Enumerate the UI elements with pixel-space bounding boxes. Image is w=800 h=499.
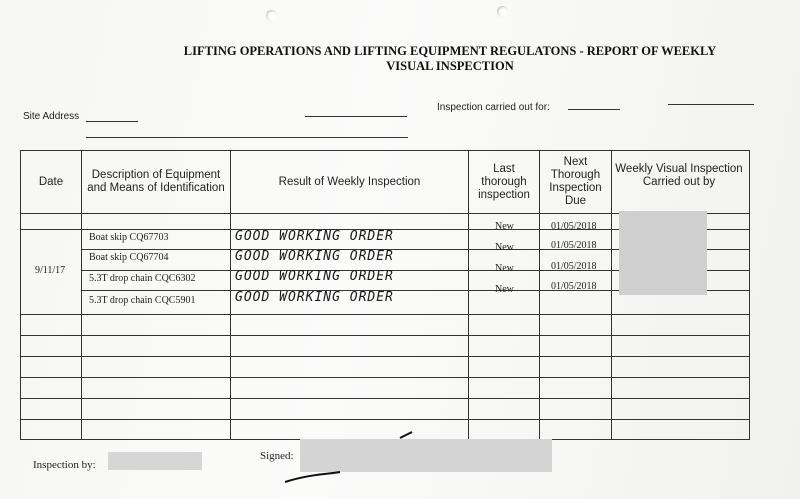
- header-carried-out-by: Weekly Visual Inspection Carried out by: [615, 163, 743, 188]
- row-divider: [21, 398, 749, 399]
- row-2-last: New: [495, 242, 514, 253]
- header-result: Result of Weekly Inspection: [278, 175, 421, 188]
- inspection-for-label: Inspection carried out for:: [437, 102, 550, 113]
- row-2-next: 01/05/2018: [551, 240, 597, 251]
- row-3-next: 01/05/2018: [551, 261, 597, 272]
- header-description: Description of Equipment and Means of Identification: [87, 169, 225, 194]
- row-2-description: Boat skip CQ67704: [89, 252, 169, 263]
- redacted-inspector-name: [619, 211, 707, 295]
- header-next-inspection: Next Thorough Inspection Due: [549, 156, 602, 207]
- site-address-line-1[interactable]: [86, 121, 138, 122]
- punch-hole-left: [266, 10, 277, 21]
- row-4-description: 5.3T drop chain CQC5901: [89, 295, 196, 306]
- row-3-last: New: [495, 263, 514, 274]
- inspection-for-line-2[interactable]: [668, 104, 754, 105]
- form-title-line-1: LIFTING OPERATIONS AND LIFTING EQUIPMENT REGULATONS - REPORT OF WEEKLY: [183, 44, 717, 58]
- row-divider: [21, 314, 749, 315]
- col-divider: [81, 151, 82, 439]
- row-divider: [21, 356, 749, 357]
- col-divider: [611, 151, 612, 439]
- inspection-by-label: Inspection by:: [33, 459, 96, 471]
- inspection-table: [20, 150, 750, 440]
- header-date: Date: [38, 175, 64, 188]
- form-title-line-2: VISUAL INSPECTION: [386, 59, 514, 73]
- signed-label: Signed:: [260, 450, 294, 462]
- site-address-label: Site Address: [23, 111, 80, 122]
- row-divider: [21, 377, 749, 378]
- row-1-next: 01/05/2018: [551, 221, 597, 232]
- row-divider: [21, 335, 749, 336]
- row-4-next: 01/05/2018: [551, 281, 597, 292]
- row-1-result: GOOD WORKING ORDER: [235, 229, 394, 244]
- row-4-last: New: [495, 284, 514, 295]
- redacted-inspection-by: [108, 452, 202, 470]
- header-last-inspection: Last thorough inspection: [478, 162, 530, 201]
- punch-hole-right: [497, 6, 508, 17]
- row-1-last: New: [495, 221, 514, 232]
- inspection-for-line-1[interactable]: [568, 109, 620, 110]
- row-2-result: GOOD WORKING ORDER: [235, 249, 394, 264]
- site-address-line-3[interactable]: [86, 137, 408, 138]
- inspection-date: 9/11/17: [35, 265, 66, 276]
- form-title: [170, 44, 730, 74]
- signature-stroke: [280, 430, 440, 490]
- row-divider: [21, 419, 749, 420]
- site-address-line-2[interactable]: [305, 116, 407, 117]
- row-3-result: GOOD WORKING ORDER: [235, 269, 394, 284]
- row-1-description: Boat skip CQ67703: [89, 232, 169, 243]
- row-3-description: 5.3T drop chain CQC6302: [89, 273, 196, 284]
- row-4-result: GOOD WORKING ORDER: [235, 290, 394, 305]
